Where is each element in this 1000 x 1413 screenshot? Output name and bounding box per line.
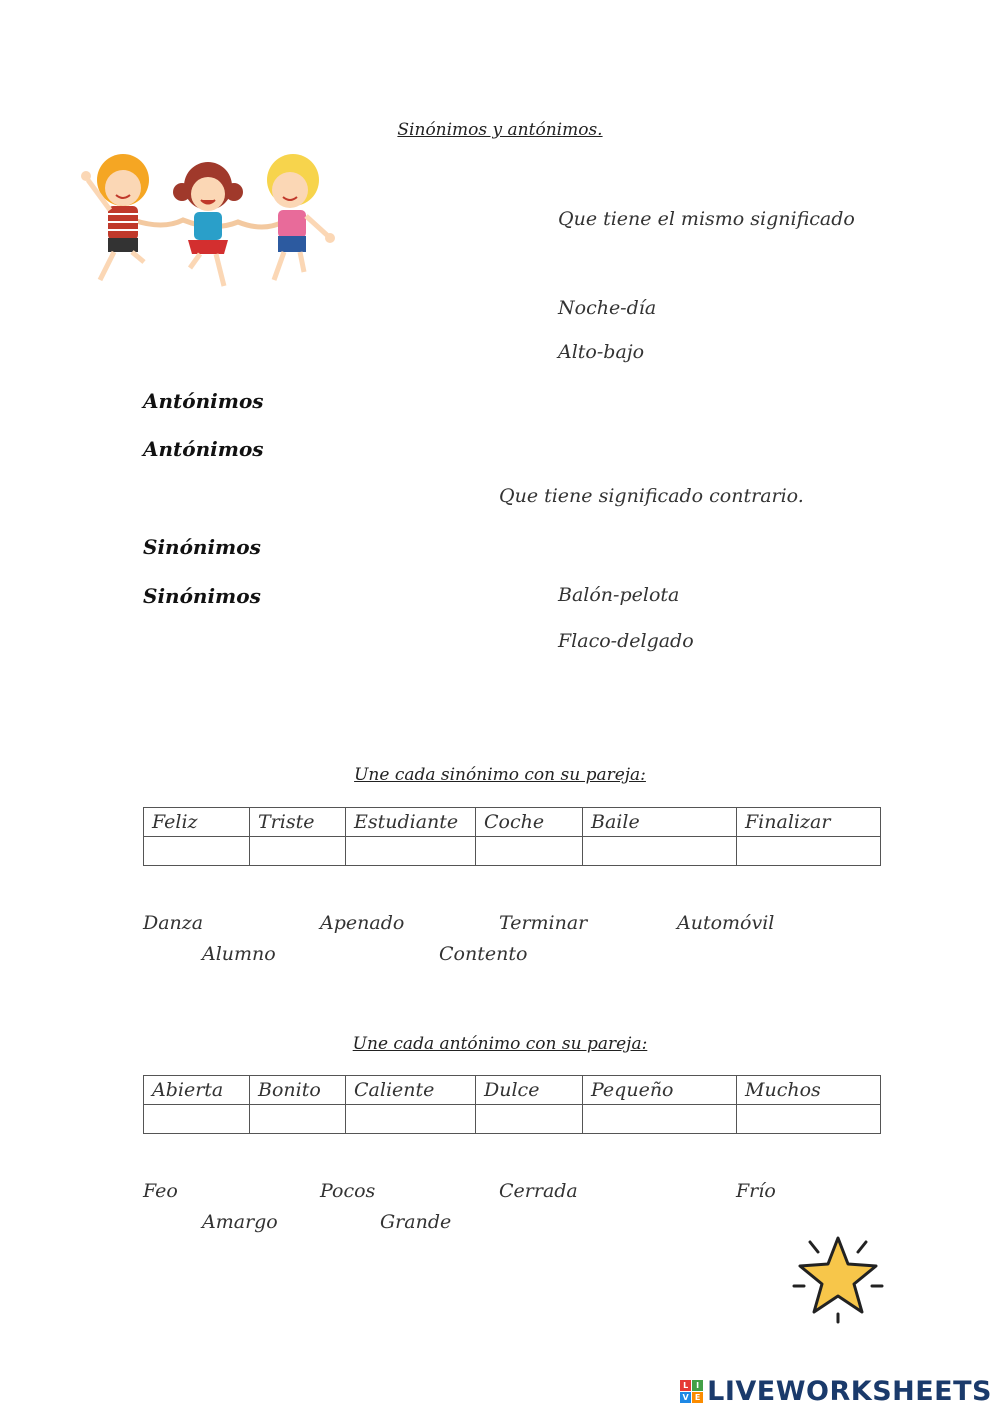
antonym-header-cell: Caliente — [346, 1076, 476, 1105]
antonym-header-cell: Dulce — [476, 1076, 583, 1105]
label-antonimos-1[interactable]: Antónimos — [143, 389, 264, 413]
page-title: Sinónimos y antónimos. — [397, 120, 603, 140]
antonym-drop-zone[interactable] — [737, 1105, 881, 1134]
logo-letter: L — [680, 1380, 691, 1391]
example-antonym-2: Alto-bajo — [558, 341, 645, 363]
synonym-word-option[interactable]: Apenado — [320, 912, 405, 934]
antonyms-header-row — [144, 1076, 881, 1105]
antonym-header-cell: Abierta — [144, 1076, 250, 1105]
brand-name: LIVEWORKSHEETS — [707, 1376, 992, 1407]
synonyms-exercise-title: Une cada sinónimo con su pareja: — [354, 765, 646, 785]
synonym-header-cell: Finalizar — [737, 808, 881, 837]
antonym-drop-zone[interactable] — [583, 1105, 737, 1134]
antonym-word-option[interactable]: Cerrada — [499, 1180, 578, 1202]
synonym-word-option[interactable]: Automóvil — [677, 912, 775, 934]
liveworksheets-logo — [680, 1376, 992, 1407]
synonym-word-option[interactable]: Terminar — [499, 912, 588, 934]
synonym-drop-zone[interactable] — [144, 837, 250, 866]
antonym-word-option[interactable]: Amargo — [202, 1211, 278, 1233]
logo-letter: E — [692, 1392, 703, 1403]
synonyms-table — [143, 807, 881, 866]
antonym-word-option[interactable]: Frío — [736, 1180, 776, 1202]
logo-letter: I — [692, 1380, 703, 1391]
star-icon — [790, 1228, 886, 1324]
synonyms-header-row — [144, 808, 881, 837]
synonym-drop-zone[interactable] — [346, 837, 476, 866]
antonym-drop-zone[interactable] — [144, 1105, 250, 1134]
antonym-drop-zone[interactable] — [250, 1105, 346, 1134]
synonym-word-option[interactable]: Contento — [439, 943, 528, 965]
synonym-drop-zone[interactable] — [476, 837, 583, 866]
antonyms-table — [143, 1075, 881, 1134]
definition-opposite-meaning: Que tiene significado contrario. — [499, 485, 804, 507]
synonym-header-cell: Feliz — [144, 808, 250, 837]
synonym-header-cell: Triste — [250, 808, 346, 837]
antonyms-answer-row — [144, 1105, 881, 1134]
antonym-word-option[interactable]: Grande — [380, 1211, 452, 1233]
antonym-word-option[interactable]: Feo — [143, 1180, 178, 1202]
synonym-word-option[interactable]: Alumno — [202, 943, 276, 965]
logo-letter: V — [680, 1392, 691, 1403]
synonym-header-cell: Baile — [583, 808, 737, 837]
synonym-word-option[interactable]: Danza — [143, 912, 204, 934]
synonym-drop-zone[interactable] — [737, 837, 881, 866]
antonym-header-cell: Pequeño — [583, 1076, 737, 1105]
label-sinonimos-2[interactable]: Sinónimos — [143, 584, 261, 608]
synonym-header-cell: Estudiante — [346, 808, 476, 837]
label-sinonimos-1[interactable]: Sinónimos — [143, 535, 261, 559]
synonym-header-cell: Coche — [476, 808, 583, 837]
synonym-drop-zone[interactable] — [250, 837, 346, 866]
antonym-drop-zone[interactable] — [346, 1105, 476, 1134]
antonym-header-cell: Muchos — [737, 1076, 881, 1105]
example-synonym-1: Balón-pelota — [558, 584, 680, 606]
antonym-drop-zone[interactable] — [476, 1105, 583, 1134]
example-synonym-2: Flaco-delgado — [558, 630, 694, 652]
example-antonym-1: Noche-día — [558, 297, 657, 319]
synonyms-answer-row — [144, 837, 881, 866]
antonyms-exercise-title: Une cada antónimo con su pareja: — [352, 1034, 648, 1054]
synonym-drop-zone[interactable] — [583, 837, 737, 866]
antonym-header-cell: Bonito — [250, 1076, 346, 1105]
antonym-word-option[interactable]: Pocos — [320, 1180, 376, 1202]
liveworksheets-logo-icon — [680, 1380, 703, 1403]
label-antonimos-2[interactable]: Antónimos — [143, 437, 264, 461]
kids-holding-hands-icon — [78, 150, 338, 295]
definition-same-meaning: Que tiene el mismo significado — [558, 208, 855, 230]
